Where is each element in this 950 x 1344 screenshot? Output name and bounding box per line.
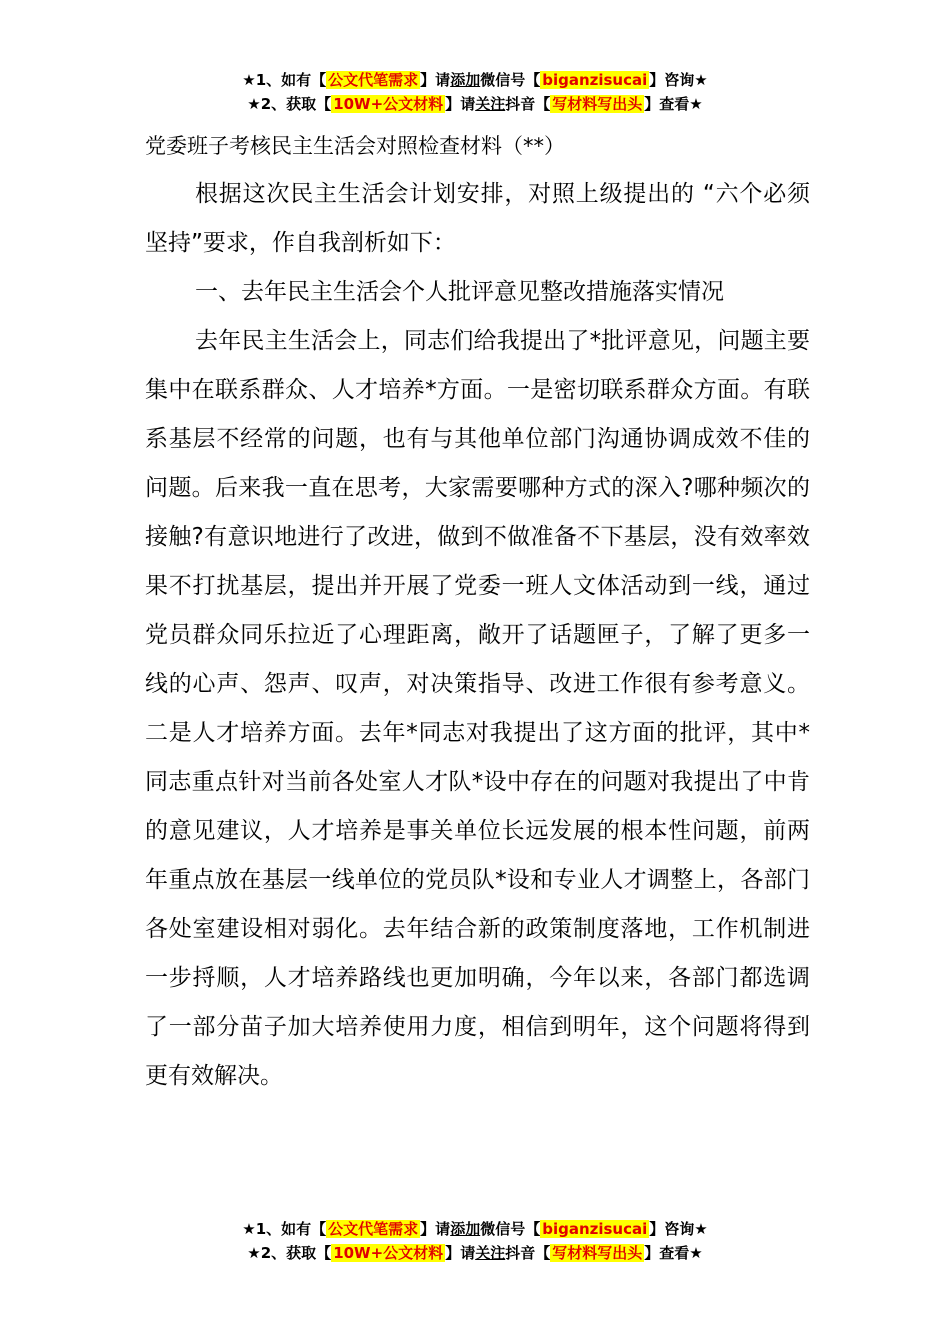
ad-text: 】请 xyxy=(445,95,476,113)
ad-text: 抖音【 xyxy=(505,1244,551,1262)
ad-line-2 xyxy=(0,92,950,116)
ad-line-1 xyxy=(0,1217,950,1241)
ad-line-1 xyxy=(0,68,950,92)
section-heading: 一、去年民主生活会个人批评意见整改措施落实情况 xyxy=(195,279,724,305)
ad-text: 微信号【 xyxy=(480,1220,541,1238)
ad-text: 抖音【 xyxy=(505,95,551,113)
ad-text: 微信号【 xyxy=(480,71,541,89)
ad-text: 】请 xyxy=(420,1220,451,1238)
ad-highlight: 写材料写出头 xyxy=(552,1244,643,1262)
ad-highlight: 10W+公文材料 xyxy=(333,1244,444,1262)
ad-text: ★2、获取【 xyxy=(247,95,332,113)
document-body xyxy=(145,128,810,1101)
ad-text: ★1、如有【 xyxy=(242,71,327,89)
ad-text: 】查看★ xyxy=(644,95,703,113)
ad-text: 】咨询★ xyxy=(649,71,708,89)
ad-text: 】请 xyxy=(420,71,451,89)
ad-text: ★1、如有【 xyxy=(242,1220,327,1238)
ad-text: 】请 xyxy=(445,1244,476,1262)
ad-text: 】查看★ xyxy=(644,1244,703,1262)
ad-highlight: biganzisucai xyxy=(542,71,648,89)
ad-underline: 关注 xyxy=(475,95,506,113)
paragraph-body: 去年民主生活会上，同志们给我提出了*批评意见，问题主要集中在联系群众、人才培养*方面。一是密切联系群众方面。有联系基层不经常的问题，也有与其他单位部门沟通协调成效不佳的问题。后来我一直在思考，大家需要哪种方式的深入?哪种频次的接触?有意识地进行了改进，做到不做准备不下基层，没有效率效果不打扰基层，提出并开展了党委一班人文体活动到一线，通过党员群众同乐拉近了心理距离，敞开了话题匣子，了解了更多一线的心声、怨声、叹声，对决策指导、改进工作很有参考意义。二是人才培养方面。去年*同志对我提出了这方面的批评，其中*同志重点针对当前各处室人才队*设中存在的问题对我提出了中肯的意见建议，人才培养是事关单位长远发展的根本性问题，前两年重点放在基层一线单位的党员队*设和专业人才调整上，各部门各处室建设相对弱化。去年结合新的政策制度落地，工作机制进一步捋顺，人才培养路线也更加明确，今年以来，各部门都选调了一部分苗子加大培养使用力度，相信到明年，这个问题将得到更有效解决。 xyxy=(145,328,810,1089)
header-ad-banner xyxy=(0,68,950,116)
ad-underline: 添加 xyxy=(450,1220,481,1238)
paragraph-intro: 根据这次民主生活会计划安排，对照上级提出的 “六个必须坚持”要求，作自我剖析如下： xyxy=(145,181,810,256)
ad-text: ★2、获取【 xyxy=(247,1244,332,1262)
document-title: 党委班子考核民主生活会对照检查材料（**） xyxy=(145,134,565,158)
ad-underline: 关注 xyxy=(475,1244,506,1262)
ad-underline: 添加 xyxy=(450,71,481,89)
ad-highlight: 10W+公文材料 xyxy=(333,95,444,113)
ad-line-2 xyxy=(0,1241,950,1265)
ad-text: 】咨询★ xyxy=(649,1220,708,1238)
footer-ad-banner xyxy=(0,1217,950,1265)
ad-highlight: biganzisucai xyxy=(542,1220,648,1238)
ad-highlight: 公文代笔需求 xyxy=(328,1220,419,1238)
ad-highlight: 写材料写出头 xyxy=(552,95,643,113)
ad-highlight: 公文代笔需求 xyxy=(328,71,419,89)
